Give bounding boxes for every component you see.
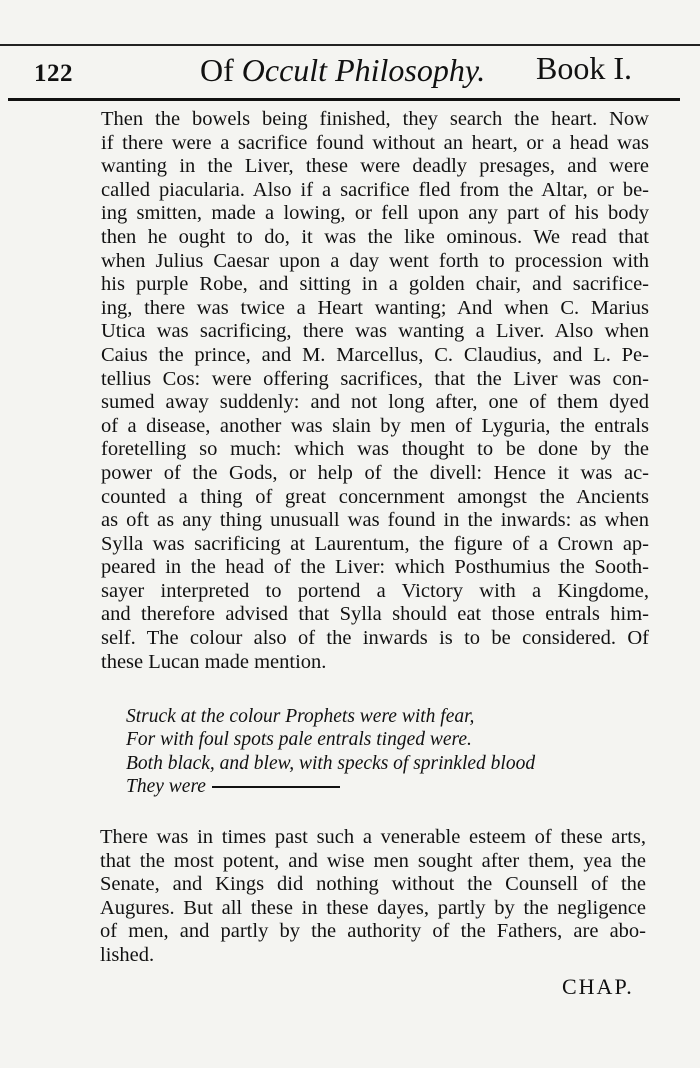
text-line: Augures. But all these in these dayes, partly by the negligence (100, 896, 646, 919)
verse-line: For with foul spots pale entrals tinged were. (126, 729, 472, 751)
text-line: peared in the head of the Liver: which Posthumius the Sooth- (101, 556, 649, 579)
top-border-rule (0, 44, 700, 46)
text-line: if there were a sacrifice found without an heart, or a head was (101, 131, 649, 154)
verse-quotation (126, 705, 535, 798)
verse-dash-rule (212, 786, 340, 788)
page-number: 122 (34, 60, 73, 87)
text-line: as oft as any thing unusuall was found in the inwards: as when (101, 509, 649, 532)
text-line: tellius Cos: were offering sacrifices, that the Liver was con- (101, 367, 649, 390)
paragraph-2 (100, 826, 646, 968)
text-line: then he ought to do, it was the like ominous. We read that (101, 225, 649, 248)
text-line: these Lucan made mention. (101, 650, 327, 673)
text-line: lished. (100, 943, 155, 966)
text-line: Sylla was sacrificing at Laurentum, the figure of a Crown ap- (101, 532, 649, 555)
text-line: sayer interpreted to portend a Victory with a Kingdome, (101, 579, 649, 602)
text-line: self. The colour also of the inwards is to be considered. Of (101, 627, 649, 650)
text-line: foretelling so much: which was thought to be done by the (101, 438, 649, 461)
text-line: sumed away suddenly: and not long after, one of them dyed (101, 391, 649, 414)
text-line: called piacularia. Also if a sacrifice fled from the Altar, or be- (101, 178, 649, 201)
verse-line: Struck at the colour Prophets were with fear, (126, 706, 475, 727)
text-line: ing smitten, made a lowing, or fell upon any part of his body (101, 202, 649, 225)
text-line: Then the bowels being finished, they search the heart. Now (101, 108, 649, 130)
text-line: Utica was sacrificing, there was wanting a Liver. Also when (101, 320, 649, 343)
verse-line-final (126, 775, 535, 798)
paragraph-1 (101, 108, 649, 674)
book-label: Book I. (536, 50, 632, 86)
text-line: his purple Robe, and sitting in a golden chair, and sacrifice- (101, 273, 649, 296)
running-title-italic: Occult Philosophy. (241, 52, 486, 88)
text-line: of a disease, another was slain by men of Lyguria, the entrals (101, 414, 649, 437)
running-title (200, 52, 485, 89)
text-line: of men, and partly by the authority of the Fathers, are abo- (100, 920, 646, 943)
text-line: when Julius Caesar upon a day went forth to procession with (101, 249, 649, 272)
text-line: counted a thing of great concernment amongst the Ancients (101, 485, 649, 508)
verse-line-text: They were (126, 775, 206, 797)
running-title-of: Of (200, 52, 234, 88)
header-rule (8, 98, 680, 101)
text-line: and therefore advised that Sylla should eat those entrals him- (101, 603, 649, 626)
text-line: Senate, and Kings did nothing without the Counsell of the (100, 873, 646, 896)
text-line: There was in times past such a venerable esteem of these arts, (100, 826, 646, 848)
text-line: that the most potent, and wise men sought after them, yea the (100, 849, 646, 872)
text-line: Caius the prince, and M. Marcellus, C. Claudius, and L. Pe- (101, 343, 649, 366)
text-line: power of the Gods, or help of the divell: Hence it was ac- (101, 461, 649, 484)
verse-line: Both black, and blew, with specks of sprinkled blood (126, 752, 536, 774)
catchword: CHAP. (562, 974, 634, 999)
text-line: ing, there was twice a Heart wanting; And when C. Marius (101, 296, 649, 319)
running-header (0, 48, 700, 94)
text-line: wanting in the Liver, these were deadly presages, and were (101, 155, 649, 178)
